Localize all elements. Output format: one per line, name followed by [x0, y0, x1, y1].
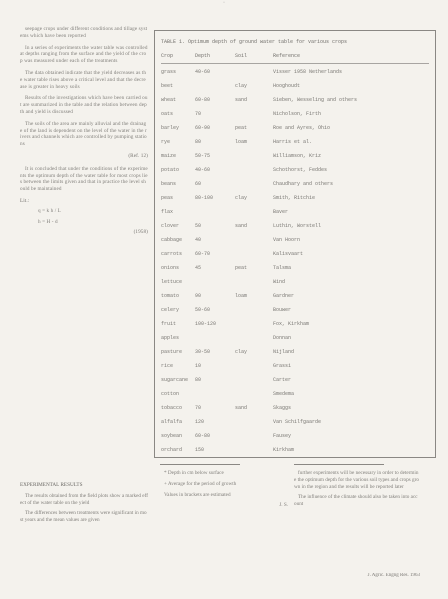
divider: [294, 464, 384, 465]
table-cell: 10: [195, 363, 202, 369]
table-cell: Luthin, Worstell: [273, 223, 322, 229]
table-cell: sugarcane: [161, 377, 189, 383]
header-crop: Crop: [161, 53, 174, 59]
table-row: [161, 97, 429, 111]
table-cell: rice: [161, 363, 174, 369]
table-cell: 30-50: [195, 349, 211, 355]
table-cell: Smith, Ritchie: [273, 195, 316, 201]
table-cell: tobacco: [161, 405, 183, 411]
table-cell: lettuce: [161, 279, 183, 285]
footnote: * Depth in cm below surface: [164, 470, 224, 476]
table-cell: rye: [161, 139, 171, 145]
table-row: [161, 279, 429, 293]
table-cell: Van Schilfgaarde: [273, 419, 322, 425]
table-cell: peat: [235, 125, 248, 131]
table-cell: beet: [161, 83, 174, 89]
table-row: [161, 335, 429, 349]
table-cell: barley: [161, 125, 180, 131]
table-cell: loam: [235, 139, 248, 145]
left-text-column: [20, 26, 148, 478]
table-row: [161, 377, 429, 391]
table-cell: clover: [161, 223, 180, 229]
table-cell: Gardner: [273, 293, 295, 299]
table-cell: Talsma: [273, 265, 292, 271]
table-cell: Chaudhary and others: [273, 181, 334, 187]
header-soil: Soil: [235, 53, 248, 59]
paragraph: The differences between treatments were significant in most years and the mean values are given: [20, 510, 147, 524]
table-cell: peas: [161, 195, 174, 201]
table-cell: soybean: [161, 433, 183, 439]
table-cell: onions: [161, 265, 180, 271]
reference-mark: (1958): [133, 229, 148, 236]
table-row: [161, 251, 429, 265]
bottom-right-column: [294, 464, 420, 564]
table-cell: flax: [161, 209, 174, 215]
paragraph: The influence of the climate should also be taken into account: [294, 494, 418, 508]
table-cell: sand: [235, 223, 248, 229]
divider: [160, 464, 240, 465]
table-row: [161, 293, 429, 307]
table-cell: loam: [235, 293, 248, 299]
header-depth: Depth: [195, 53, 211, 59]
table-cell: 150: [195, 447, 205, 453]
table-row: [161, 195, 429, 209]
table-row: [161, 363, 429, 377]
table-cell: Schothorst, Feddes: [273, 167, 328, 173]
table-cell: alfalfa: [161, 419, 183, 425]
table-row: [161, 349, 429, 363]
table-cell: Fausey: [273, 433, 292, 439]
table-cell: apples: [161, 335, 180, 341]
paragraph: It is concluded that under the conditions of the experiments the optimum depth of the water table for most crops lies between the limits given and that in practice the level should be maintained: [20, 165, 148, 193]
table-row: [161, 405, 429, 419]
table-cell: Wind: [273, 279, 286, 285]
table-cell: orchard: [161, 447, 183, 453]
table-row: [161, 111, 429, 125]
table-cell: celery: [161, 307, 180, 313]
table-cell: sand: [235, 97, 248, 103]
table-row: [161, 265, 429, 279]
table-cell: tomato: [161, 293, 180, 299]
paragraph: seepage crops under different conditions and tillage systems which have been reported: [20, 26, 148, 39]
table-cell: carrots: [161, 251, 183, 257]
bottom-left-column: [20, 482, 148, 568]
table-cell: 60-90: [195, 125, 211, 131]
table-cell: Fox, Kirkham: [273, 321, 310, 327]
table-cell: Hooghoudt: [273, 83, 301, 89]
table-row: [161, 223, 429, 237]
page-mark: ·: [223, 0, 225, 6]
table-cell: Donnan: [273, 335, 292, 341]
table-row: [161, 125, 429, 139]
table-cell: Nicholson, Firth: [273, 111, 322, 117]
section-heading: EXPERIMENTAL RESULTS: [20, 482, 83, 488]
paragraph: Results of the investigations which have been carried out are summarized in the table and the relation between depth and yield is discussed: [20, 95, 148, 115]
table-title: TABLE 1. Optimum depth of ground water table for various crops: [161, 39, 348, 45]
table-cell: Sieben, Wesseling and others: [273, 97, 358, 103]
paragraph: The data obtained indicate that the yield decreases as the water table rises above a critical level and that the decrease is greater in heavy soils: [20, 69, 147, 90]
table-cell: 70: [195, 111, 202, 117]
table-cell: cotton: [161, 391, 180, 397]
footnote: + Average for the period of growth: [164, 480, 237, 487]
table-cell: 80-100: [195, 195, 214, 201]
table-cell: 50: [195, 223, 202, 229]
table-cell: fruit: [161, 321, 177, 327]
table-cell: 70: [195, 405, 202, 411]
table-cell: sand: [235, 405, 248, 411]
table-cell: 60-80: [195, 433, 211, 439]
table-row: [161, 307, 429, 321]
table-cell: 40: [195, 237, 202, 243]
table-header: [161, 53, 429, 64]
table-cell: wheat: [161, 97, 177, 103]
table-cell: 50-60: [195, 307, 211, 313]
table-row: [161, 391, 429, 405]
table-cell: peat: [235, 265, 248, 271]
table-cell: 60-70: [195, 251, 211, 257]
table-cell: Kalisvaart: [273, 251, 304, 257]
table-cell: 45: [195, 265, 202, 271]
table-cell: 90: [195, 293, 202, 299]
table-row: [161, 83, 429, 97]
reference-mark: (Ref. 12): [128, 152, 148, 159]
paragraph: In a series of experiments the water table was controlled at depths ranging from the surface and the yield of the crop was measured under each of the treatments: [20, 44, 148, 65]
table-cell: 120: [195, 419, 205, 425]
sub-heading: Lit.:: [20, 197, 30, 204]
table-cell: Skaggs: [273, 405, 292, 411]
page-footer: J. Agric. Engng Res. 1963: [367, 573, 420, 578]
table-cell: Roe and Ayres, Ohio: [273, 125, 331, 131]
paragraph: The soils of the area are mainly alluvial and the drainage of the land is dependent on the level of the water in the rivers and channels which are controlled by pumping stations: [20, 120, 147, 148]
equation: q = k h / L: [38, 207, 61, 214]
table-cell: beans: [161, 181, 177, 187]
table-cell: Carter: [273, 377, 292, 383]
table-cell: 80: [195, 377, 202, 383]
table-row: [161, 153, 429, 167]
table-row: [161, 69, 429, 83]
table-cell: Williamson, Kriz: [273, 153, 322, 159]
equation: h = H - d: [38, 218, 58, 225]
footnote: Values in brackets are estimated: [164, 491, 231, 498]
table-cell: maize: [161, 153, 177, 159]
table-cell: 100-120: [195, 321, 217, 327]
table-row: [161, 447, 429, 458]
table-row: [161, 139, 429, 153]
table-cell: Bouwer: [273, 307, 292, 313]
table-cell: Visser 1958 Netherlands: [273, 69, 343, 75]
table-cell: 80: [195, 139, 202, 145]
table-cell: potato: [161, 167, 180, 173]
table-cell: clay: [235, 349, 248, 355]
table-row: [161, 181, 429, 195]
table-cell: 50-75: [195, 153, 211, 159]
table-cell: Kirkham: [273, 447, 295, 453]
table-row: [161, 433, 429, 447]
table-cell: 60-80: [195, 97, 211, 103]
bottom-middle-column: [160, 464, 288, 564]
table-row: [161, 237, 429, 251]
table-cell: Smedema: [273, 391, 295, 397]
table-cell: Van Hoorn: [273, 237, 301, 243]
table-cell: 60: [195, 181, 202, 187]
header-reference: Reference: [273, 53, 301, 59]
table-cell: cabbage: [161, 237, 183, 243]
table-cell: Baver: [273, 209, 289, 215]
table-row: [161, 321, 429, 335]
table-row: [161, 167, 429, 181]
table-row: [161, 209, 429, 223]
paragraph: further experiments will be necessary in order to determine the optimum depth for the various soil types and crops grown in the region and the results will be reported later: [294, 470, 419, 490]
data-table: [154, 30, 436, 458]
table-cell: Grassi: [273, 363, 292, 369]
table-cell: pasture: [161, 349, 183, 355]
table-cell: clay: [235, 195, 248, 201]
table-cell: clay: [235, 83, 248, 89]
paragraph: The results obtained from the field plots show a marked effect of the water table on the yield: [20, 492, 148, 506]
table-row: [161, 419, 429, 433]
table-cell: Nijland: [273, 349, 295, 355]
table-cell: Harris et al.: [273, 139, 313, 145]
signature: J. S.: [279, 502, 288, 509]
table-cell: grass: [161, 69, 177, 75]
table-cell: 40-60: [195, 69, 211, 75]
table-cell: oats: [161, 111, 174, 117]
table-cell: 40-60: [195, 167, 211, 173]
